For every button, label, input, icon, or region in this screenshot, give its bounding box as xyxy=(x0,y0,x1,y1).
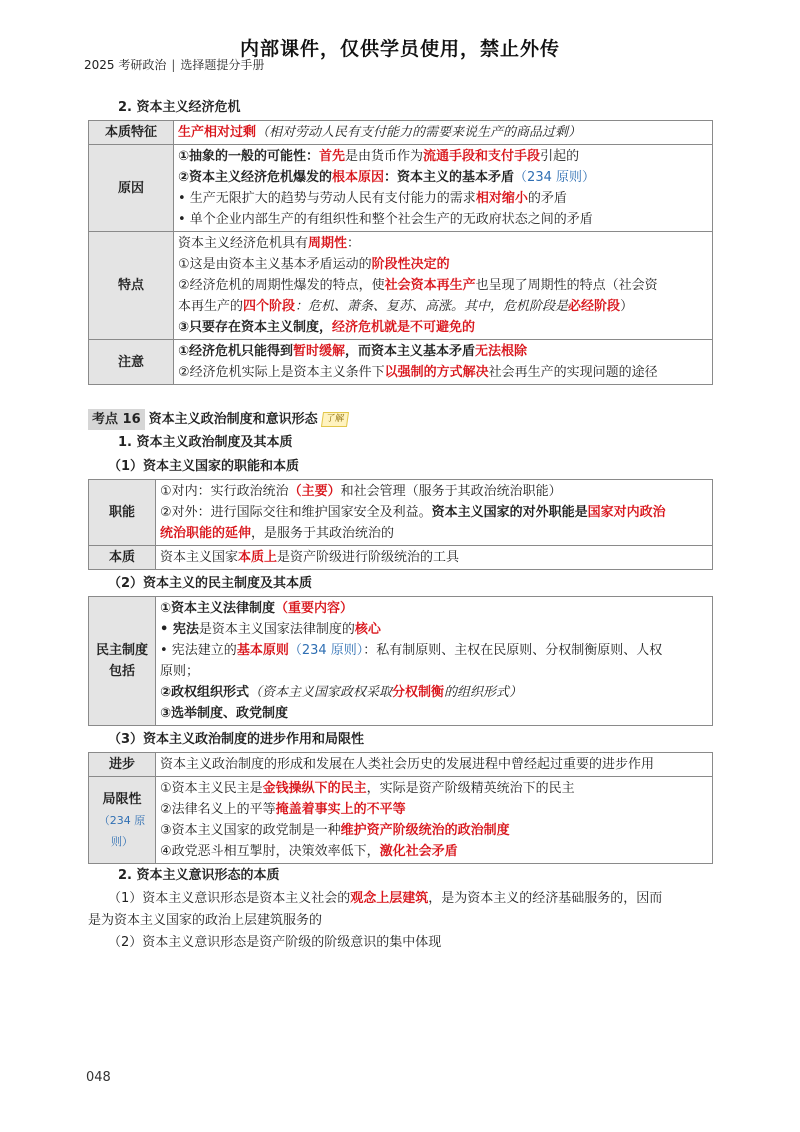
book-name: 选择题提分手册 xyxy=(180,58,265,72)
emphasis-text: 生产相对过剩 xyxy=(178,125,257,140)
sub-heading-2: （2）资本主义的民主制度及其本质 xyxy=(108,576,313,591)
table-row xyxy=(89,121,713,145)
watermark-banner: 内部课件，仅供学员使用，禁止外传 xyxy=(239,38,560,60)
row-label-limit: 局限性 （234 原则） xyxy=(89,777,156,864)
section-heading-politics: 1. 资本主义政治制度及其本质 xyxy=(118,435,293,450)
row-label-democracy: 民主制度 包括 xyxy=(89,597,156,726)
row-label-progress: 进步 xyxy=(89,753,156,777)
row-content-essence: 资本主义国家本质上是资产阶级进行阶级统治的工具 xyxy=(156,546,713,570)
row-content-cause: ①抽象的一般的可能性：首先是由货币作为流通手段和支付手段引起的 ②资本主义经济危机爆发的根本原因：资本主义的基本矛盾（234 原则） • 生产无限扩大的趋势与劳动人民有支付能力的需求相对缩小的矛盾 • 单个企业内部生产的有组织性和整个社会生产的无政府状态之间的矛盾 xyxy=(174,145,713,232)
kaodian-tag: 考点 16 xyxy=(88,409,145,430)
page-content xyxy=(88,96,713,954)
understand-badge: 了解 xyxy=(321,412,349,427)
democracy-table xyxy=(88,596,713,726)
principle-note: （234 原则） xyxy=(514,170,595,185)
sub-heading-3: （3）资本主义政治制度的进步作用和局限性 xyxy=(108,732,365,747)
section-heading-ideology: 2. 资本主义意识形态的本质 xyxy=(118,868,280,883)
table-row xyxy=(89,546,713,570)
table-row xyxy=(89,597,713,726)
state-function-table xyxy=(88,479,713,570)
table-row xyxy=(89,340,713,385)
progress-limit-table xyxy=(88,752,713,864)
note-text: （相对劳动人民有支付能力的需要来说生产的商品过剩） xyxy=(256,125,582,140)
row-label-function: 职能 xyxy=(89,480,156,546)
crisis-table xyxy=(88,120,713,385)
row-content-attention: ①经济危机只能得到暂时缓解，而资本主义基本矛盾无法根除 ②经济危机实际上是资本主义条件下以强制的方式解决社会再生产的实现问题的途径 xyxy=(174,340,713,385)
table-row xyxy=(89,753,713,777)
title-separator: | xyxy=(171,58,176,72)
ideology-paragraph-1-cont: 是为资本主义国家的政治上层建筑服务的 xyxy=(88,913,323,928)
book-series: 2025 考研政治 xyxy=(84,58,167,72)
row-label-cause: 原因 xyxy=(89,145,174,232)
row-label-attention: 注意 xyxy=(89,340,174,385)
row-label-nature: 本质特征 xyxy=(89,121,174,145)
page-number: 048 xyxy=(86,1070,111,1085)
row-content-function: ①对内：实行政治统治（主要）和社会管理（服务于其政治统治职能） ②对外：进行国际交往和维护国家安全及利益。资本主义国家的对外职能是国家对内政治 统治职能的延伸，是服务于其政治统治的 xyxy=(156,480,713,546)
principle-note: （234 原则） xyxy=(98,813,146,848)
table-row xyxy=(89,777,713,864)
section-heading-crisis: 2. 资本主义经济危机 xyxy=(118,100,241,115)
kaodian-header xyxy=(88,407,713,431)
principle-note: （234 原则） xyxy=(288,643,364,658)
table-row xyxy=(89,145,713,232)
row-content-feature: 资本主义经济危机具有周期性： ①这是由资本主义基本矛盾运动的阶段性决定的 ②经济危机的周期性爆发的特点，使社会资本再生产也呈现了周期性的特点（社会资 本再生产的四个阶段：危机、萧条、复苏、高涨。其中，危机阶段是必经阶段） ③只要存在资本主义制度，经济危机就是不可避免的 xyxy=(174,232,713,340)
row-label-feature: 特点 xyxy=(89,232,174,340)
row-content-democracy: ①资本主义法律制度（重要内容） • 宪法是资本主义国家法律制度的核心 • 宪法建立的基本原则（234 原则）：私有制原则、主权在民原则、分权制衡原则、人权 原则； ②政权组织形式（资本主义国家政权采取分权制衡的组织形式） ③选举制度、政党制度 xyxy=(156,597,713,726)
row-content-nature xyxy=(174,121,713,145)
table-row xyxy=(89,232,713,340)
row-content-limit: ①资本主义民主是金钱操纵下的民主，实际是资产阶级精英统治下的民主 ②法律名义上的平等掩盖着事实上的不平等 ③资本主义国家的政党制是一种维护资产阶级统治的政治制度 ④政党恶斗相互掣肘，决策效率低下，激化社会矛盾 xyxy=(156,777,713,864)
row-label-essence: 本质 xyxy=(89,546,156,570)
sub-heading-1: （1）资本主义国家的职能和本质 xyxy=(108,459,300,474)
table-row xyxy=(89,480,713,546)
book-title xyxy=(84,56,264,73)
kaodian-title: 资本主义政治制度和意识形态 xyxy=(148,411,318,427)
row-content-progress: 资本主义政治制度的形成和发展在人类社会历史的发展进程中曾经起过重要的进步作用 xyxy=(156,753,713,777)
ideology-paragraph-1: （1）资本主义意识形态是资本主义社会的观念上层建筑，是为资本主义的经济基础服务的，因而 xyxy=(108,891,663,906)
ideology-paragraph-2: （2）资本主义意识形态是资产阶级的阶级意识的集中体现 xyxy=(108,935,442,950)
